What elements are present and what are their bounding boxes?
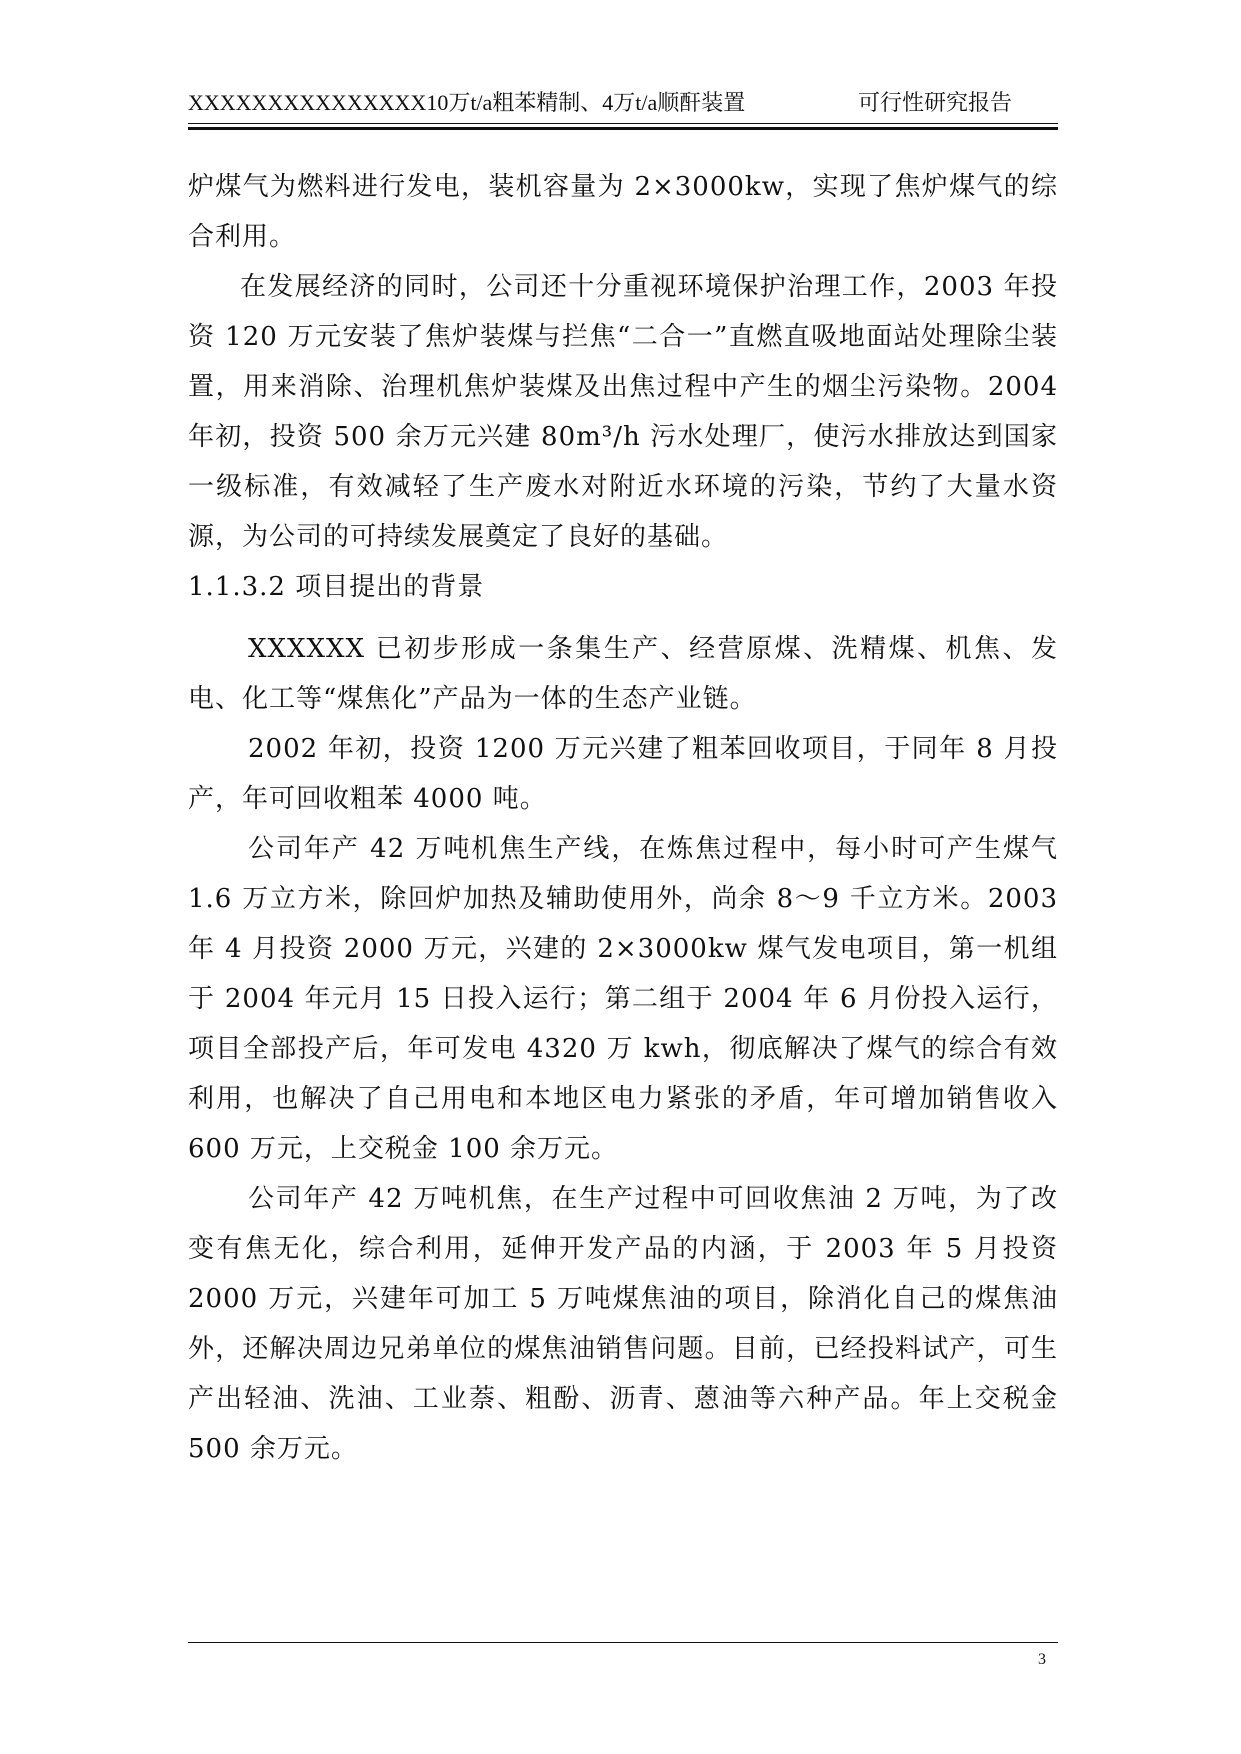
paragraph-environment: 在发展经济的同时，公司还十分重视环境保护治理工作，2003 年投资 120 万元安装了焦炉装煤与拦焦“二合一”直燃直吸地面站处理除尘装置，用来消除、治理机焦炉装煤及出焦过程中产生的烟尘污染物。2004 年初，投资 500 余万元兴建 80m³/h 污水处理厂，使污水排放达到国家一级标准，有效减轻了生产废水对附近水环境的污染，节约了大量水资源，为公司的可持续发展奠定了良好的基础。 — [188, 272, 1058, 552]
paragraph-industry-chain: XXXXXX 已初步形成一条集生产、经营原煤、洗精煤、机焦、发电、化工等“煤焦化”产品为一体的生态产业链。 — [188, 634, 1058, 714]
header-report-type: 可行性研究报告 — [858, 90, 1013, 115]
header-rule-thin — [188, 123, 1058, 124]
paragraph-continuation: 炉煤气为燃料进行发电，装机容量为 2×3000kw，实现了焦炉煤气的综合利用。 — [188, 172, 1058, 252]
section-heading: 1.1.3.2 项目提出的背景 — [188, 572, 485, 602]
page-number: 3 — [1038, 1651, 1046, 1668]
header-document-title: XXXXXXXXXXXXXXX10万t/a粗苯精制、4万t/a顺酐装置 — [188, 90, 746, 115]
body-text — [188, 162, 1058, 1474]
paragraph-coal-tar: 公司年产 42 万吨机焦，在生产过程中可回收焦油 2 万吨，为了改变有焦无化，综合利用，延伸开发产品的内涵，于 2003 年 5 月投资 2000 万元，兴建年可加工 5 万吨煤焦油的项目，除消化自己的煤焦油外，还解决周边兄弟单位的煤焦油销售问题。目前，已经投料试产，可生产出轻油、洗油、工业萘、粗酚、沥青、蒽油等六种产品。年上交税金 500 余万元。 — [188, 1184, 1058, 1464]
paragraph-crude-benzene: 2002 年初，投资 1200 万元兴建了粗苯回收项目，于同年 8 月投产，年可回收粗苯 4000 吨。 — [188, 734, 1058, 814]
footer-rule — [188, 1642, 1058, 1643]
page-header — [188, 86, 1058, 120]
paragraph-gas-power: 公司年产 42 万吨机焦生产线，在炼焦过程中，每小时可产生煤气 1.6 万立方米，除回炉加热及辅助使用外，尚余 8～9 千立方米。2003 年 4 月投资 2000 万元，兴建的 2×3000kw 煤气发电项目，第一机组于 2004 年元月 15 日投入运行；第二组于 2004 年 6 月份投入运行，项目全部投产后，年可发电 4320 万 kwh，彻底解决了煤气的综合有效利用，也解决了自己用电和本地区电力紧张的矛盾，年可增加销售收入 600 万元，上交税金 100 余万元。 — [188, 834, 1058, 1164]
header-rule-thick — [188, 127, 1058, 130]
